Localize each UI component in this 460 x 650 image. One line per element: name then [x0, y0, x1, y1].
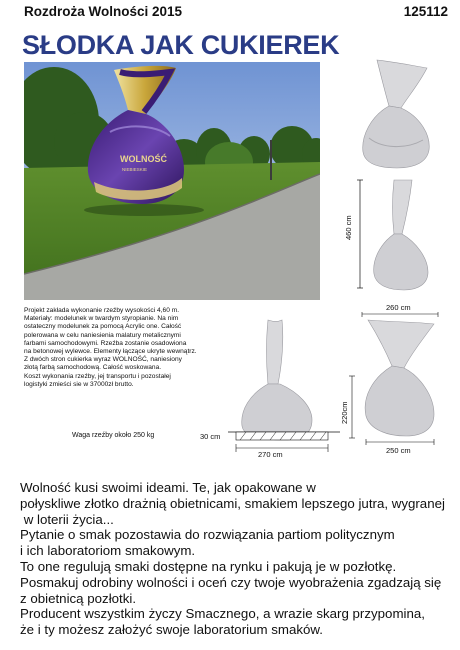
dim-height-lower: 220cm: [340, 401, 349, 424]
description-line: logistyki zmieści sie w 37000zł brutto.: [24, 380, 134, 388]
wrapper-label: WOLNOŚĆ: [120, 154, 167, 164]
statement-line: Wolność kusi swoimi ideami. Te, jak opakowane w: [20, 480, 316, 495]
statement-line: To one regulują smaki dostępne na rynku i pakują je w pozłotkę.: [20, 558, 397, 574]
sculpture-elevation-side: [350, 178, 440, 292]
statement-line: z obietnicą pozłotki.: [20, 590, 137, 606]
dim-height-total: 460 cm: [344, 215, 353, 240]
header-project-name: Rozdroża Wolności 2015: [24, 4, 183, 19]
dim-width-top: 260 cm: [386, 303, 411, 312]
statement-line: w loterii życia...: [20, 511, 114, 527]
header-project-number: 125112: [403, 4, 448, 19]
statement-line: Pytanie o smak pozostawia do rozwiązania partiom politycznym: [20, 527, 395, 543]
sculpture-view-top: [355, 58, 435, 170]
page-title: SŁODKA JAK CUKIEREK: [22, 30, 340, 60]
statement-line: Posmakuj odrobiny wolności i oceń czy twoje wyobrażenia zgadzają się: [20, 574, 442, 590]
statement-line: połyskliwe złotko drażnią obietnicami, smakiem lepszego jutra, wygranej: [20, 495, 445, 511]
sculpture-view-side: [348, 312, 448, 450]
description-line: Projekt zakłada wykonanie rzeźby wysokości 4,60 m.: [24, 307, 180, 314]
description-line: Z dwóch stron cukierka wyraz WOLNOŚĆ, naniesiony: [24, 356, 182, 364]
concept-statement: [20, 480, 450, 638]
description-line: Koszt wykonania rzeźby, jej transportu i pozostałej: [24, 372, 171, 380]
description-line: na betonowej wylewce. Elementy łączące ukryte wewnątrz.: [24, 348, 197, 356]
description-line: ostateczny modelunek za pomocą Acrylic one. Całość: [24, 323, 182, 331]
statement-line: i ich laboratoriom smakowym.: [20, 543, 196, 559]
statement-line: Producent wszystkim życzy Smacznego, a wrazie skarg przypomina,: [20, 606, 425, 622]
description-line: polerowana w celu naniesienia malatury metalicznymi: [24, 331, 181, 339]
description-line: farbami samochodowymi. Rzeźba zostanie osadowiona: [24, 339, 187, 347]
sculpture-view-front: [228, 318, 340, 460]
description-line: złotą farbą samochodową. Całość woskowana.: [24, 364, 162, 372]
weight-note: Waga rzeźby około 250 kg: [72, 432, 155, 439]
dim-base-width: 270 cm: [258, 450, 283, 459]
dim-base-height: 30 cm: [200, 432, 221, 441]
wrapper-sublabel: NIEBIESKIE: [122, 167, 148, 172]
park-scene-illustration: [24, 62, 320, 300]
project-description: [24, 307, 230, 389]
description-line: Materiały: modelunek w twardym styropianie. Na nim: [24, 315, 179, 323]
statement-line: że i ty możesz założyć swoje laboratorium smaków.: [20, 622, 323, 638]
dim-width-bottom: 250 cm: [386, 446, 411, 455]
site-photo-visualization: [24, 62, 320, 300]
